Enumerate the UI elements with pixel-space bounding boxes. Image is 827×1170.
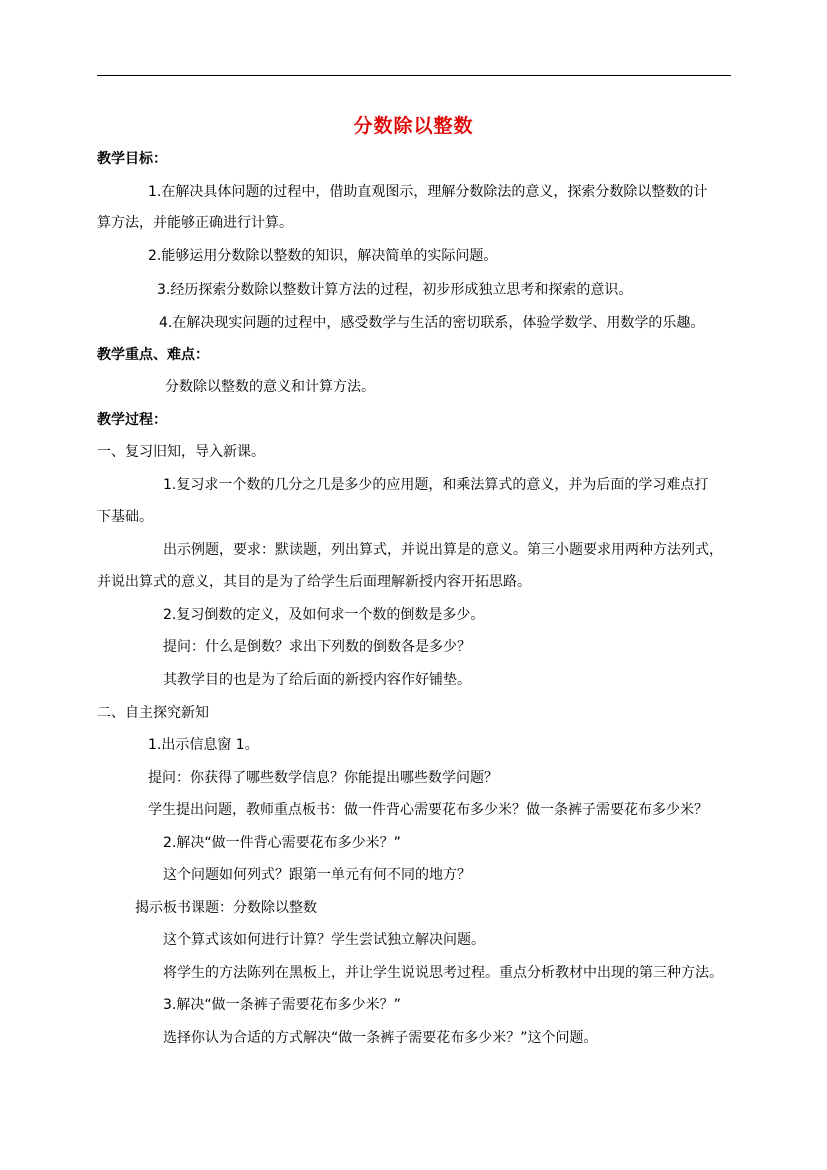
paragraph-11: 揭示板书课题：分数除以整数: [135, 900, 317, 916]
paragraph-7: 提问：你获得了哪些数学信息？你能提出哪些数学问题？: [148, 770, 498, 786]
goal-2: 2.能够运用分数除以整数的知识，解决简单的实际问题。: [148, 248, 498, 264]
section-2-heading: 二、自主探究新知: [97, 705, 209, 721]
paragraph-8: 学生提出问题，教师重点板书：做一件背心需要花布多少米？做一条裤子需要花布多少米？: [148, 802, 708, 818]
goal-1-line2: 算方法，并能够正确进行计算。: [97, 215, 293, 231]
paragraph-10: 这个问题如何列式？跟第一单元有何不同的地方？: [163, 867, 471, 883]
paragraph-12: 这个算式该如何进行计算？学生尝试独立解决问题。: [163, 932, 485, 948]
paragraph-2-line1: 出示例题，要求：默读题，列出算式，并说出算是的意义。第三小题要求用两种方法列式，: [163, 542, 723, 558]
paragraph-3: 2.复习倒数的定义，及如何求一个数的倒数是多少。: [163, 607, 485, 623]
heading-goals: 教学目标：: [97, 151, 167, 167]
heading-key: 教学重点、难点：: [97, 347, 209, 363]
paragraph-1-line1: 1.复习求一个数的几分之几是多少的应用题，和乘法算式的意义，并为后面的学习难点打: [163, 477, 709, 493]
section-1-heading: 一、复习旧知，导入新课。: [97, 444, 265, 460]
paragraph-1-line2: 下基础。: [97, 509, 153, 525]
goal-3: 3.经历探索分数除以整数计算方法的过程，初步形成独立思考和探索的意识。: [157, 282, 633, 298]
paragraph-15: 选择你认为合适的方式解决“做一条裤子需要花布多少米？”这个问题。: [163, 1030, 598, 1046]
heading-process: 教学过程：: [97, 412, 167, 428]
paragraph-14: 3.解决“做一条裤子需要花布多少米？”: [163, 997, 401, 1013]
key-text: 分数除以整数的意义和计算方法。: [165, 379, 375, 395]
document-title: 分数除以整数: [353, 115, 474, 137]
paragraph-6: 1.出示信息窗 1。: [148, 737, 259, 753]
paragraph-2-line2: 并说出算式的意义，其目的是为了给学生后面理解新授内容开拓思路。: [97, 574, 531, 590]
goal-4: 4.在解决现实问题的过程中，感受数学与生活的密切联系，体验学数学、用数学的乐趣。: [159, 315, 705, 331]
header-rule: [97, 75, 731, 76]
goal-1-line1: 1.在解决具体问题的过程中，借助直观图示，理解分数除法的意义，探索分数除以整数的计: [148, 184, 708, 200]
paragraph-5: 其教学目的也是为了给后面的新授内容作好铺垫。: [163, 672, 471, 688]
paragraph-4: 提问：什么是倒数？求出下列数的倒数各是多少？: [163, 639, 471, 655]
paragraph-13: 将学生的方法陈列在黑板上，并让学生说说思考过程。重点分析教材中出现的第三种方法。: [163, 965, 723, 981]
paragraph-9: 2.解决“做一件背心需要花布多少米？”: [163, 835, 401, 851]
